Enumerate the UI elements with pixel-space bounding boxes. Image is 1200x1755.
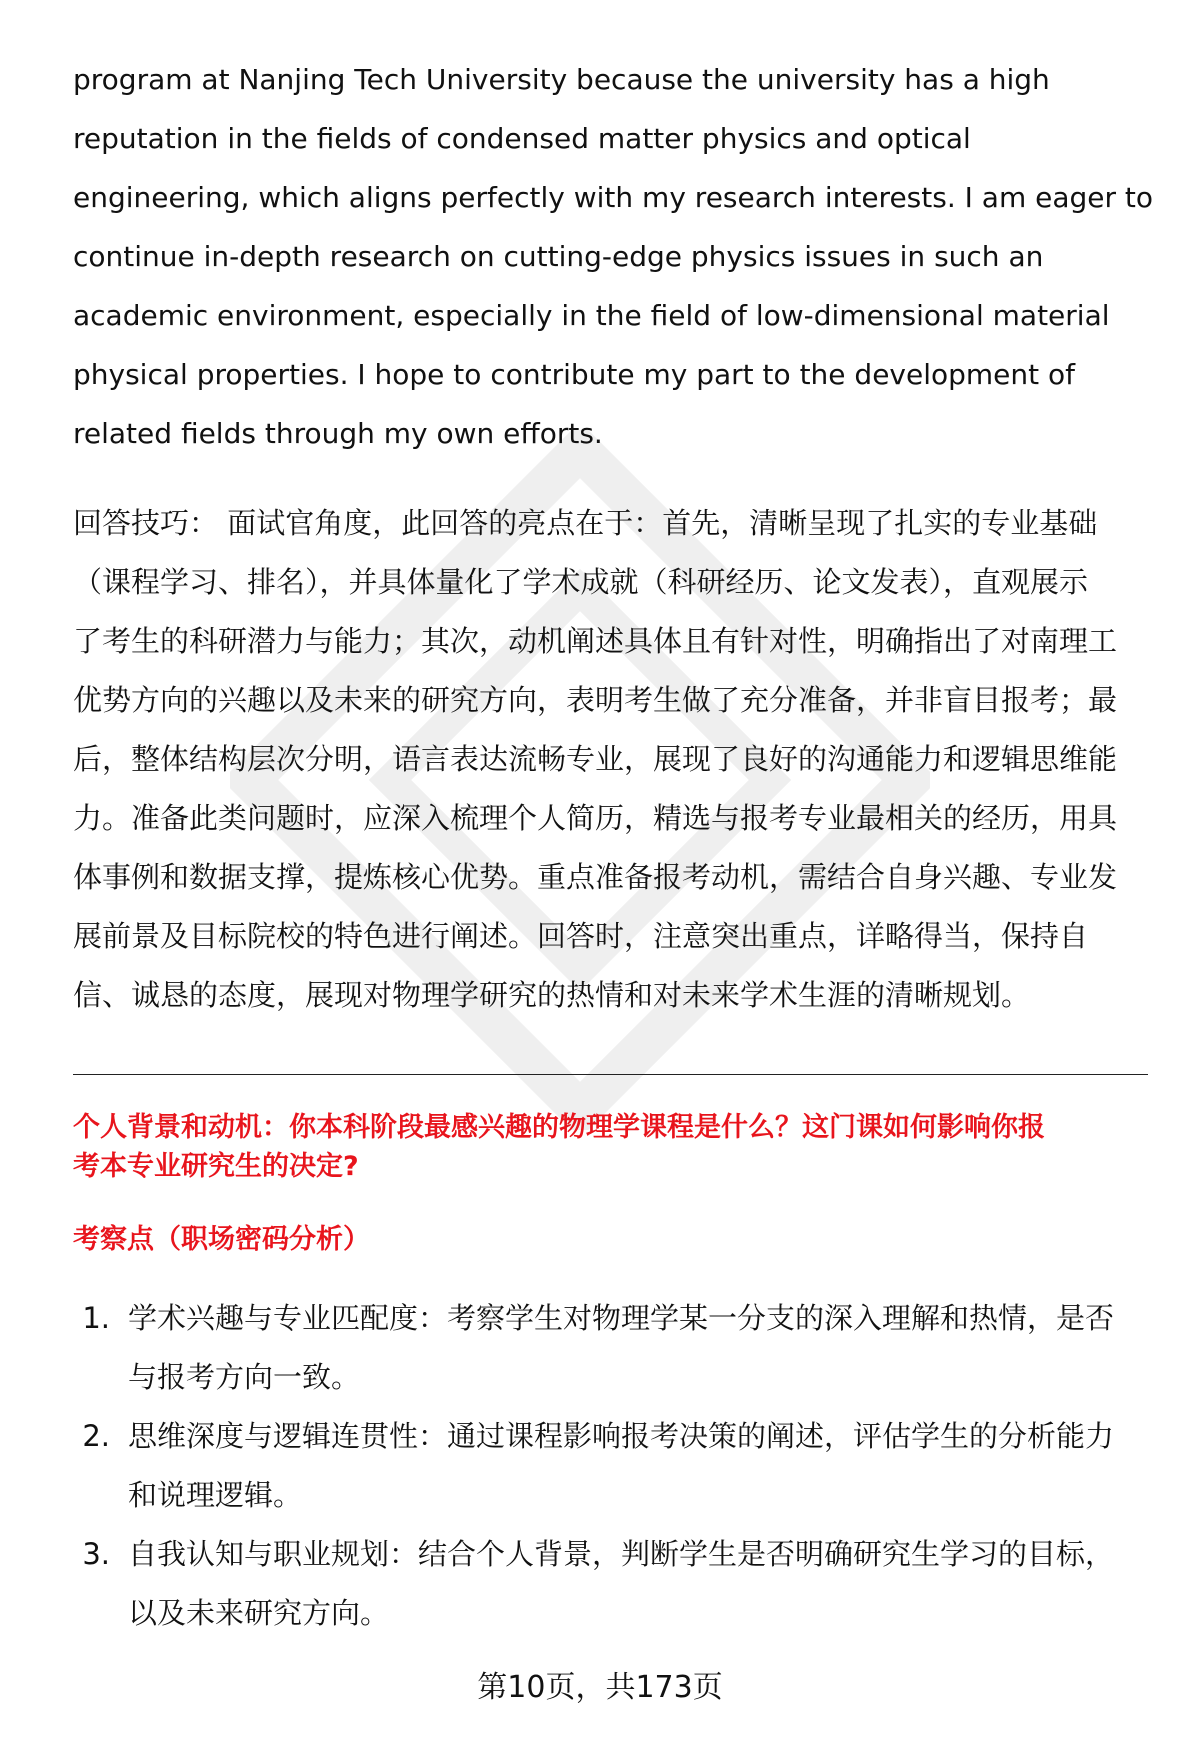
text-line: 力。准备此类问题时，应深入梳理个人简历，精选与报考专业最相关的经历，用具 bbox=[73, 801, 1118, 835]
text-line: 考本专业研究生的决定? bbox=[73, 1151, 359, 1182]
list-item bbox=[73, 1407, 1153, 1525]
list-item bbox=[73, 1525, 1153, 1643]
focus-heading bbox=[73, 1220, 1153, 1259]
text-line: 展前景及目标院校的特色进行阐述。回答时，注意突出重点，详略得当，保持自 bbox=[73, 919, 1089, 953]
text-line: 信、诚恳的态度，展现对物理学研究的热情和对未来学术生涯的清晰规划。 bbox=[73, 978, 1031, 1012]
question-heading bbox=[73, 1108, 1153, 1186]
focus-heading-text: 考察点（职场密码分析） bbox=[73, 1224, 370, 1255]
list-item bbox=[73, 1289, 1153, 1407]
text-line: 以及未来研究方向。 bbox=[128, 1596, 390, 1630]
list-number: 3. bbox=[82, 1537, 110, 1571]
text-line: program at Nanjing Tech University because the university has a high bbox=[73, 63, 1050, 96]
text-line: 和说理逻辑。 bbox=[128, 1478, 303, 1512]
text-line: 后，整体结构层次分明，语言表达流畅专业，展现了良好的沟通能力和逻辑思维能 bbox=[73, 742, 1118, 776]
text-line: related fields through my own efforts. bbox=[73, 417, 603, 450]
answer-english-paragraph bbox=[73, 50, 1153, 463]
section-divider bbox=[73, 1074, 1148, 1075]
answer-tips-paragraph bbox=[73, 494, 1153, 1025]
text-line: academic environment, especially in the field of low-dimensional material bbox=[73, 299, 1110, 332]
text-line: 体事例和数据支撑，提炼核心优势。重点准备报考动机，需结合自身兴趣、专业发 bbox=[73, 860, 1118, 894]
text-line: （课程学习、排名），并具体量化了学术成就（科研经历、论文发表），直观展示 bbox=[73, 565, 1089, 599]
page-number-footer: 第10页，共173页 bbox=[477, 1670, 723, 1705]
text-line: 优势方向的兴趣以及未来的研究方向，表明考生做了充分准备，并非盲目报考；最 bbox=[73, 683, 1118, 717]
text-line: engineering, which aligns perfectly with my research interests. I am eager to bbox=[73, 181, 1154, 214]
text-line: 学术兴趣与专业匹配度：考察学生对物理学某一分支的深入理解和热情，是否 bbox=[128, 1301, 1115, 1335]
list-number: 2. bbox=[82, 1419, 110, 1453]
list-number: 1. bbox=[82, 1301, 110, 1335]
text-line: 了考生的科研潜力与能力；其次，动机阐述具体且有针对性，明确指出了对南理工 bbox=[73, 624, 1118, 658]
text-line: physical properties. I hope to contribute my part to the development of bbox=[73, 358, 1076, 391]
text-line: 与报考方向一致。 bbox=[128, 1360, 361, 1394]
text-line: continue in-depth research on cutting-edge physics issues in such an bbox=[73, 240, 1044, 273]
focus-list bbox=[73, 1289, 1153, 1643]
text-line: reputation in the fields of condensed matter physics and optical bbox=[73, 122, 971, 155]
text-line: 自我认知与职业规划：结合个人背景，判断学生是否明确研究生学习的目标， bbox=[128, 1537, 1115, 1571]
text-line: 回答技巧： 面试官角度，此回答的亮点在于：首先，清晰呈现了扎实的专业基础 bbox=[73, 506, 1098, 540]
text-line: 思维深度与逻辑连贯性：通过课程影响报考决策的阐述，评估学生的分析能力 bbox=[128, 1419, 1115, 1453]
text-line: 个人背景和动机：你本科阶段最感兴趣的物理学课程是什么？这门课如何影响你报 bbox=[73, 1112, 1045, 1143]
